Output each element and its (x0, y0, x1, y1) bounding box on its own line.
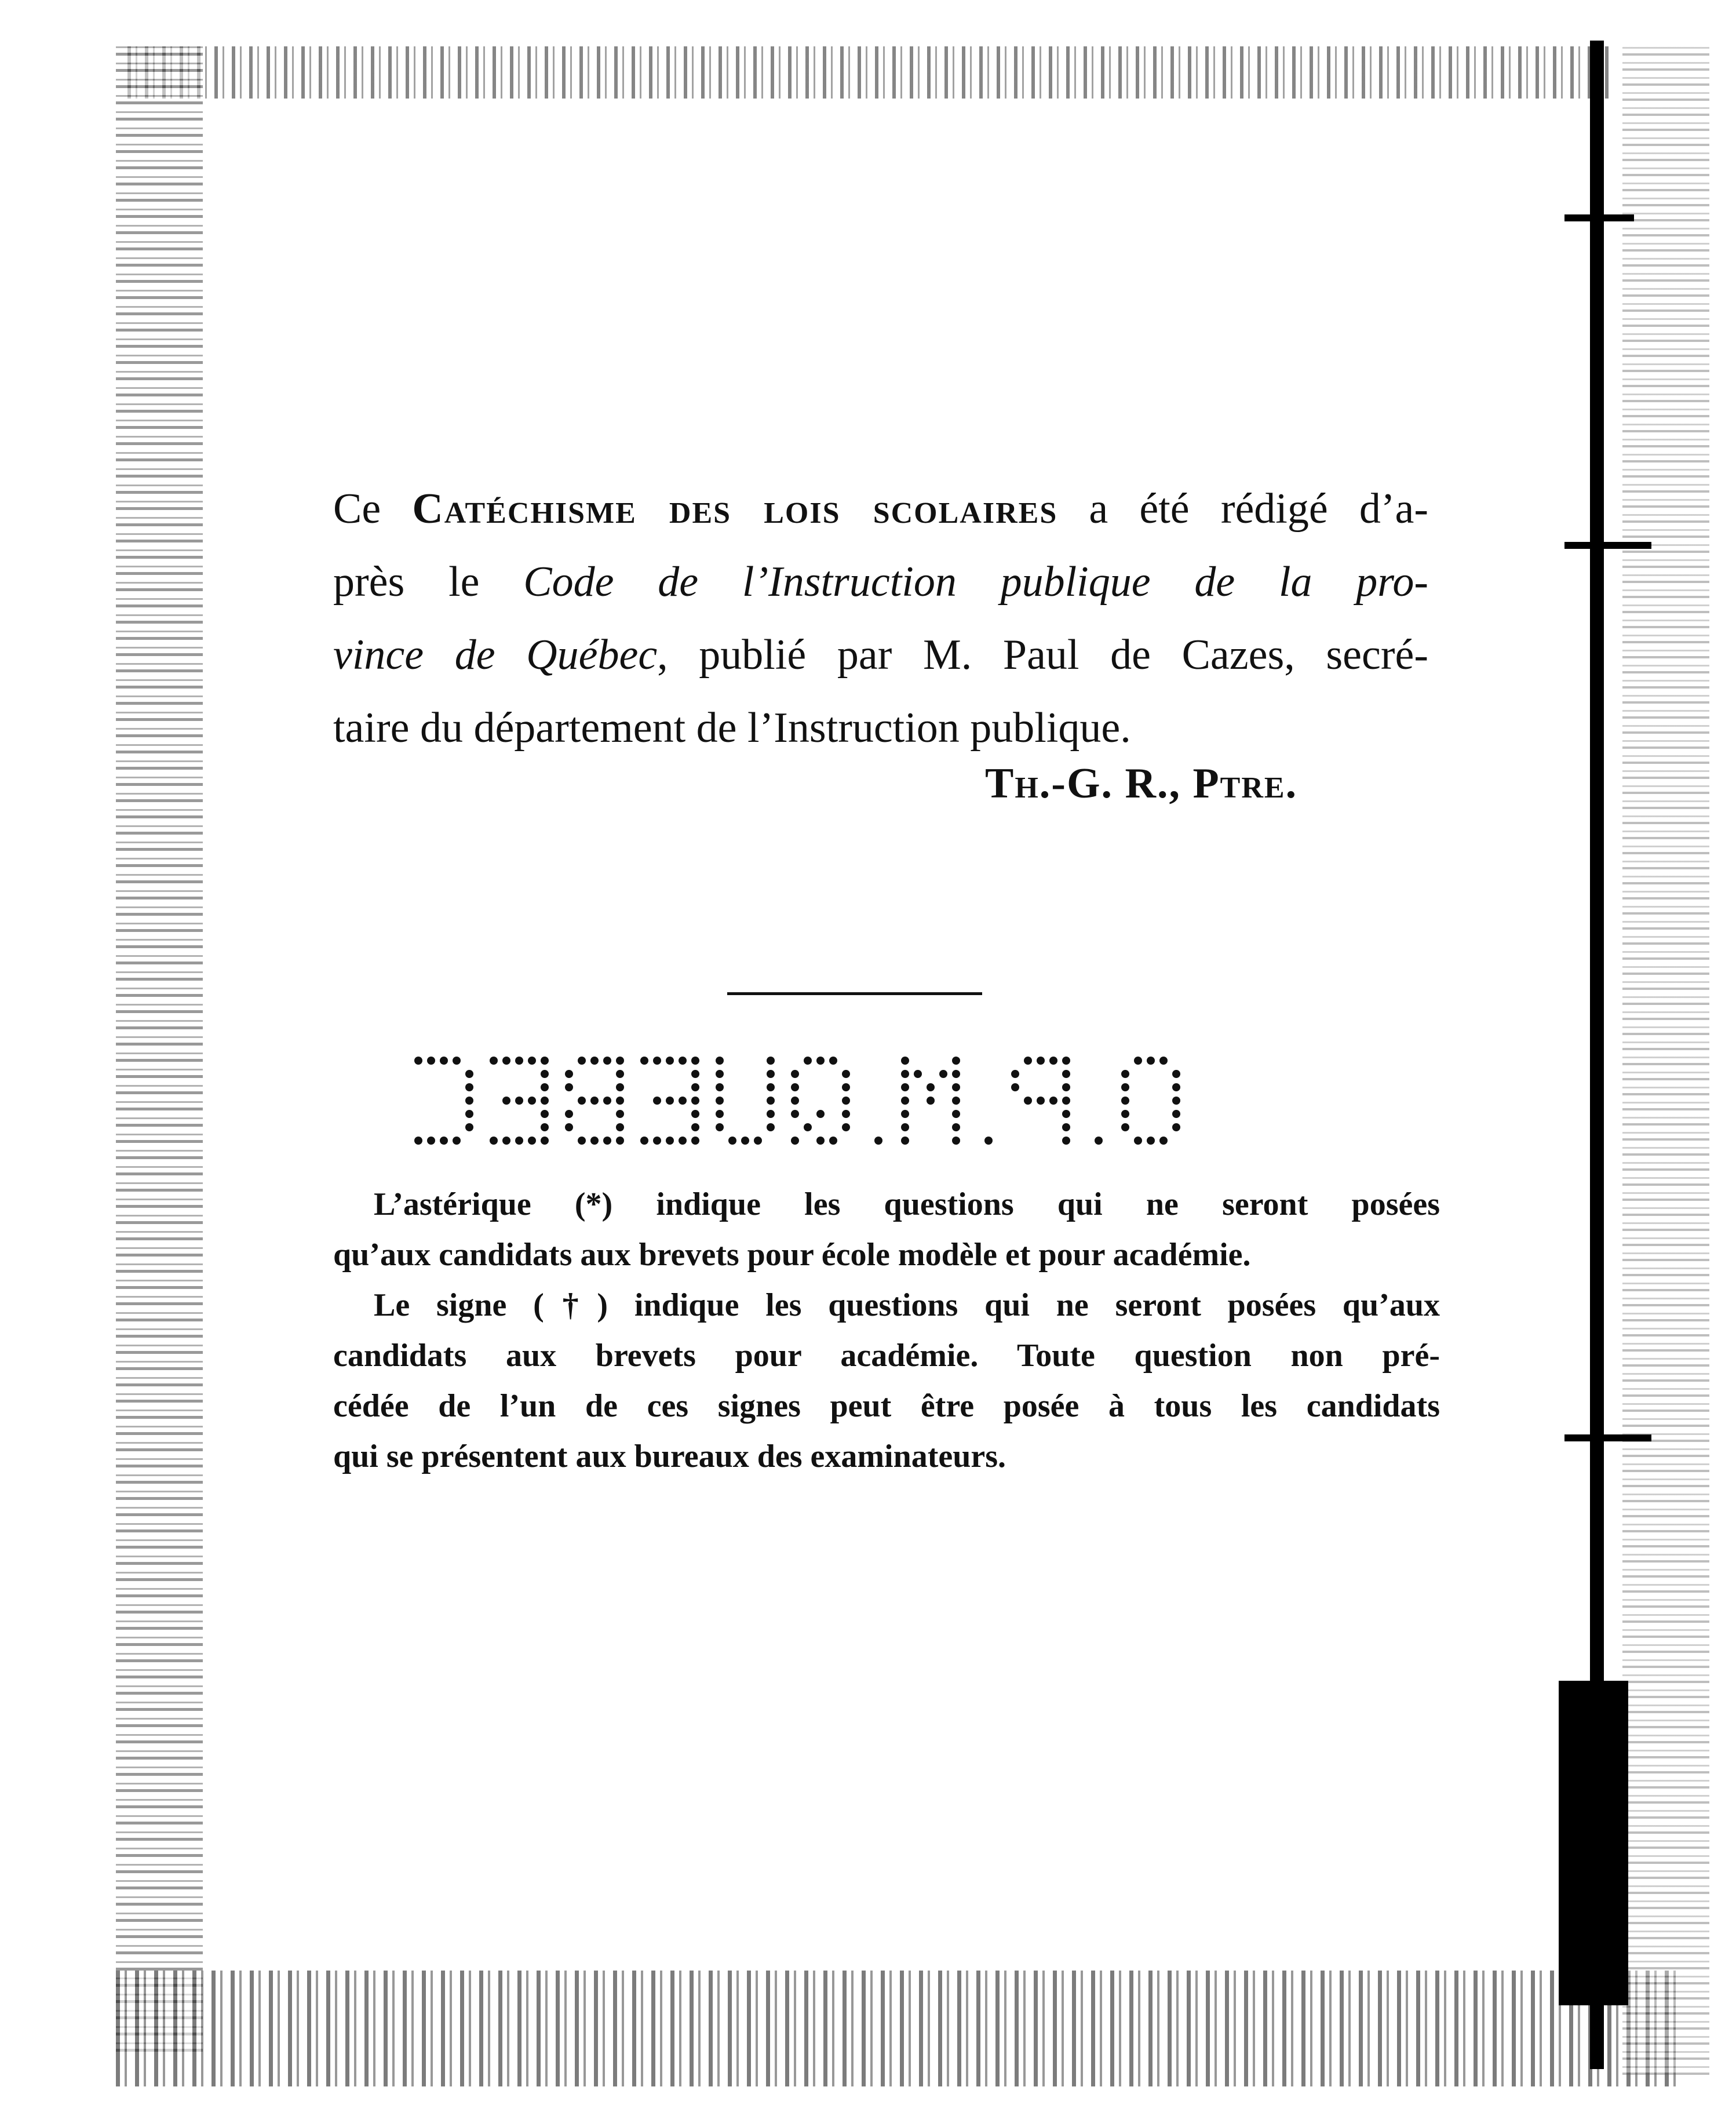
stamp-perforation (952, 1070, 960, 1078)
stamp-perforation (901, 1083, 909, 1091)
stamp-perforation (691, 1110, 699, 1118)
stamp-perforation (590, 1057, 599, 1065)
stamp-perforation (901, 1137, 909, 1145)
stamp-perforation (541, 1137, 549, 1145)
stamp-perforation (804, 1057, 812, 1065)
stamp-perforation (1049, 1097, 1057, 1105)
stamp-perforation (541, 1070, 549, 1078)
stamp-perforation (691, 1123, 699, 1131)
stamp-perforation (502, 1097, 510, 1105)
stamp-perforation (829, 1057, 837, 1065)
stamp-perforation (578, 1057, 586, 1065)
stamp-perforation (791, 1110, 799, 1118)
stamp-perforation (791, 1083, 799, 1091)
stamp-perforation (590, 1097, 599, 1105)
stamp-perforation (1062, 1110, 1070, 1118)
stamp-perforation (653, 1057, 661, 1065)
stamp-perforation (901, 1123, 909, 1131)
stamp-perforation (541, 1057, 549, 1065)
stamp-perforation (1121, 1123, 1129, 1131)
stamp-perforation (515, 1137, 523, 1145)
stamp-perforation (914, 1070, 922, 1078)
stamp-letters (414, 1057, 1180, 1145)
stamp-perforation (666, 1057, 674, 1065)
stamp-perforation (603, 1137, 611, 1145)
stamp-perforation (528, 1057, 536, 1065)
stamp-perforation (716, 1097, 724, 1105)
symbol-notes (333, 1179, 1440, 1482)
stamp-perforation (901, 1070, 909, 1078)
stamp-perforation (414, 1057, 422, 1065)
stamp-perforation (541, 1083, 549, 1091)
stamp-perforation (874, 1137, 882, 1145)
stamp-perforation (939, 1070, 947, 1078)
binding-stitch (1564, 542, 1651, 549)
stamp-perforation (1062, 1137, 1070, 1145)
stamp-perforation (927, 1083, 935, 1091)
paragraph-text: taire du département de l’Instruction publique. (333, 704, 1131, 752)
stamp-perforation (653, 1137, 661, 1145)
stamp-perforation (984, 1137, 993, 1145)
stamp-perforation (842, 1110, 850, 1118)
stamp-perforation (1095, 1137, 1103, 1145)
stamp-perforation (1062, 1123, 1070, 1131)
stamp-perforation (528, 1097, 536, 1105)
stamp-perforation (616, 1137, 624, 1145)
notes-line: qui se présentent aux bureaux des examinateurs. (333, 1438, 1006, 1474)
stamp-perforation (952, 1123, 960, 1131)
stamp-perforation (842, 1123, 850, 1131)
stamp-perforation (804, 1123, 812, 1131)
stamp-perforation (679, 1057, 687, 1065)
stamp-perforation (1011, 1083, 1019, 1091)
stamp-perforation (691, 1137, 699, 1145)
stamp-perforation (565, 1070, 573, 1078)
scan-noise-top (127, 46, 1611, 99)
stamp-perforation (1172, 1097, 1180, 1105)
stamp-perforation (1049, 1057, 1057, 1065)
stamp-perforation (465, 1070, 473, 1078)
stamp-perforation (616, 1070, 624, 1078)
stamp-perforation (1159, 1137, 1168, 1145)
stamp-perforation (952, 1110, 960, 1118)
stamp-perforation (691, 1097, 699, 1105)
paragraph-line (333, 691, 1428, 764)
stamp-perforation (541, 1123, 549, 1131)
binding-stitch (1564, 1434, 1651, 1441)
stamp-perforation (816, 1057, 825, 1065)
stamp-perforation (767, 1110, 775, 1118)
stamp-perforation (1172, 1110, 1180, 1118)
notes-line: L’astérique (*) indique les questions qui ne seront posées (374, 1186, 1440, 1222)
stamp-perforation (952, 1083, 960, 1091)
paragraph-text: Code de l’Instruction publique de la pro- (523, 558, 1428, 606)
stamp-perforation (440, 1057, 448, 1065)
stamp-perforation (767, 1123, 775, 1131)
stamp-perforation (414, 1137, 422, 1145)
stamp-perforation (565, 1083, 573, 1091)
stamp-perforation (952, 1137, 960, 1145)
stamp-perforation (1134, 1137, 1142, 1145)
stamp-perforation (1121, 1097, 1129, 1105)
scan-noise-right (1622, 46, 1709, 2075)
stamp-perforation (791, 1137, 799, 1145)
stamp-perforation (603, 1097, 611, 1105)
notes-line: qu’aux candidats aux brevets pour école modèle et pour académie. (333, 1237, 1251, 1273)
stamp-perforation (666, 1137, 674, 1145)
stamp-perforation (1062, 1057, 1070, 1065)
stamp-perforation (679, 1137, 687, 1145)
stamp-perforation (691, 1083, 699, 1091)
stamp-perforation (565, 1110, 573, 1118)
stamp-perforation (691, 1070, 699, 1078)
scan-noise-bottom (116, 1971, 1680, 2086)
stamp-perforation (829, 1137, 837, 1145)
scan-noise-left (116, 46, 203, 2052)
stamp-perforation (728, 1137, 736, 1145)
paragraph-text: Ce (333, 485, 413, 533)
stamp-perforation (901, 1097, 909, 1105)
stamp-perforation (901, 1110, 909, 1118)
stamp-perforation (640, 1057, 648, 1065)
stamp-perforation (1024, 1097, 1032, 1105)
stamp-perforation (1134, 1057, 1142, 1065)
stamp-perforation (465, 1123, 473, 1131)
paragraph-line (333, 472, 1428, 545)
notes-line: candidats aux brevets pour académie. Toute question non pré- (333, 1338, 1440, 1374)
stamp-perforation (490, 1057, 498, 1065)
stamp-perforation (1062, 1070, 1070, 1078)
stamp-perforation (666, 1097, 674, 1105)
stamp-perforation (1121, 1110, 1129, 1118)
notes-line: Le signe (†) indique les questions qui ne seront posées qu’aux (374, 1287, 1440, 1323)
stamp-perforation (791, 1097, 799, 1105)
paragraph-text: vince de Québec (333, 631, 658, 679)
stamp-perforation (754, 1137, 762, 1145)
stamp-perforation (741, 1137, 749, 1145)
stamp-perforation (679, 1097, 687, 1105)
stamp-perforation (528, 1137, 536, 1145)
stamp-perforation (716, 1110, 724, 1118)
stamp-perforation (927, 1097, 935, 1105)
stamp-perforation (590, 1137, 599, 1145)
stamp-perforation (453, 1057, 461, 1065)
perforation-stamp (359, 1043, 1188, 1159)
paragraph-text: , publié par M. Paul de Cazes, secré- (657, 631, 1428, 679)
stamp-perforation (952, 1097, 960, 1105)
stamp-perforation (716, 1123, 724, 1131)
stamp-perforation (1037, 1057, 1045, 1065)
stamp-perforation (716, 1070, 724, 1078)
stamp-perforation (616, 1123, 624, 1131)
stamp-perforation (502, 1137, 510, 1145)
stamp-perforation (1172, 1070, 1180, 1078)
paragraph-text: Catéchisme des lois scolaires (412, 485, 1058, 533)
stamp-perforation (1172, 1123, 1180, 1131)
stamp-perforation (515, 1097, 523, 1105)
stamp-perforation (616, 1057, 624, 1065)
stamp-perforation (427, 1137, 435, 1145)
stamp-perforation (453, 1137, 461, 1145)
stamp-perforation (791, 1070, 799, 1078)
stamp-perforation (578, 1137, 586, 1145)
stamp-perforation (465, 1083, 473, 1091)
paragraph-text: près le (333, 558, 524, 606)
stamp-perforation (952, 1057, 960, 1065)
stamp-perforation (1147, 1137, 1155, 1145)
stamp-perforation (653, 1097, 661, 1105)
stamp-perforation (427, 1057, 435, 1065)
stamp-perforation (842, 1083, 850, 1091)
stamp-perforation (1172, 1083, 1180, 1091)
stamp-perforation (565, 1123, 573, 1131)
stamp-perforation (616, 1097, 624, 1105)
binding-stitch (1564, 214, 1634, 221)
stamp-perforation (616, 1083, 624, 1091)
stamp-perforation (502, 1057, 510, 1065)
signature: Th.-G. R., Ptre. (985, 760, 1298, 807)
stamp-perforation (767, 1083, 775, 1091)
paragraph-line (333, 545, 1428, 618)
stamp-perforation (716, 1083, 724, 1091)
stamp-perforation (616, 1110, 624, 1118)
stamp-perforation (541, 1110, 549, 1118)
stamp-perforation (1159, 1057, 1168, 1065)
stamp-perforation (465, 1097, 473, 1105)
stamp-perforation (1062, 1083, 1070, 1091)
stamp-perforation (578, 1097, 586, 1105)
stamp-perforation (1147, 1057, 1155, 1065)
stamp-perforation (541, 1097, 549, 1105)
separator-rule (727, 992, 982, 995)
stamp-perforation (816, 1110, 825, 1118)
stamp-perforation (515, 1057, 523, 1065)
stamp-perforation (1062, 1097, 1070, 1105)
stamp-perforation (816, 1137, 825, 1145)
stamp-perforation (767, 1070, 775, 1078)
stamp-perforation (842, 1070, 850, 1078)
foreword-paragraph (333, 472, 1428, 764)
stamp-perforation (691, 1057, 699, 1065)
notes-line: cédée de l’un de ces signes peut être posée à tous les candidats (333, 1388, 1440, 1424)
stamp-perforation (640, 1137, 648, 1145)
stamp-perforation (767, 1057, 775, 1065)
stamp-perforation (1121, 1070, 1129, 1078)
stamp-perforation (603, 1057, 611, 1065)
stamp-perforation (1011, 1070, 1019, 1078)
stamp-perforation (842, 1097, 850, 1105)
stamp-perforation (465, 1110, 473, 1118)
stamp-perforation (767, 1097, 775, 1105)
binding-shadow (1559, 1681, 1628, 2005)
stamp-perforation (1024, 1057, 1032, 1065)
stamp-perforation (1121, 1083, 1129, 1091)
stamp-perforation (901, 1057, 909, 1065)
stamp-perforation (440, 1137, 448, 1145)
paragraph-line (333, 618, 1428, 691)
stamp-perforation (490, 1137, 498, 1145)
paragraph-text: a été rédigé d’a- (1057, 485, 1428, 533)
stamp-perforation (1037, 1097, 1045, 1105)
stamp-perforation (716, 1057, 724, 1065)
